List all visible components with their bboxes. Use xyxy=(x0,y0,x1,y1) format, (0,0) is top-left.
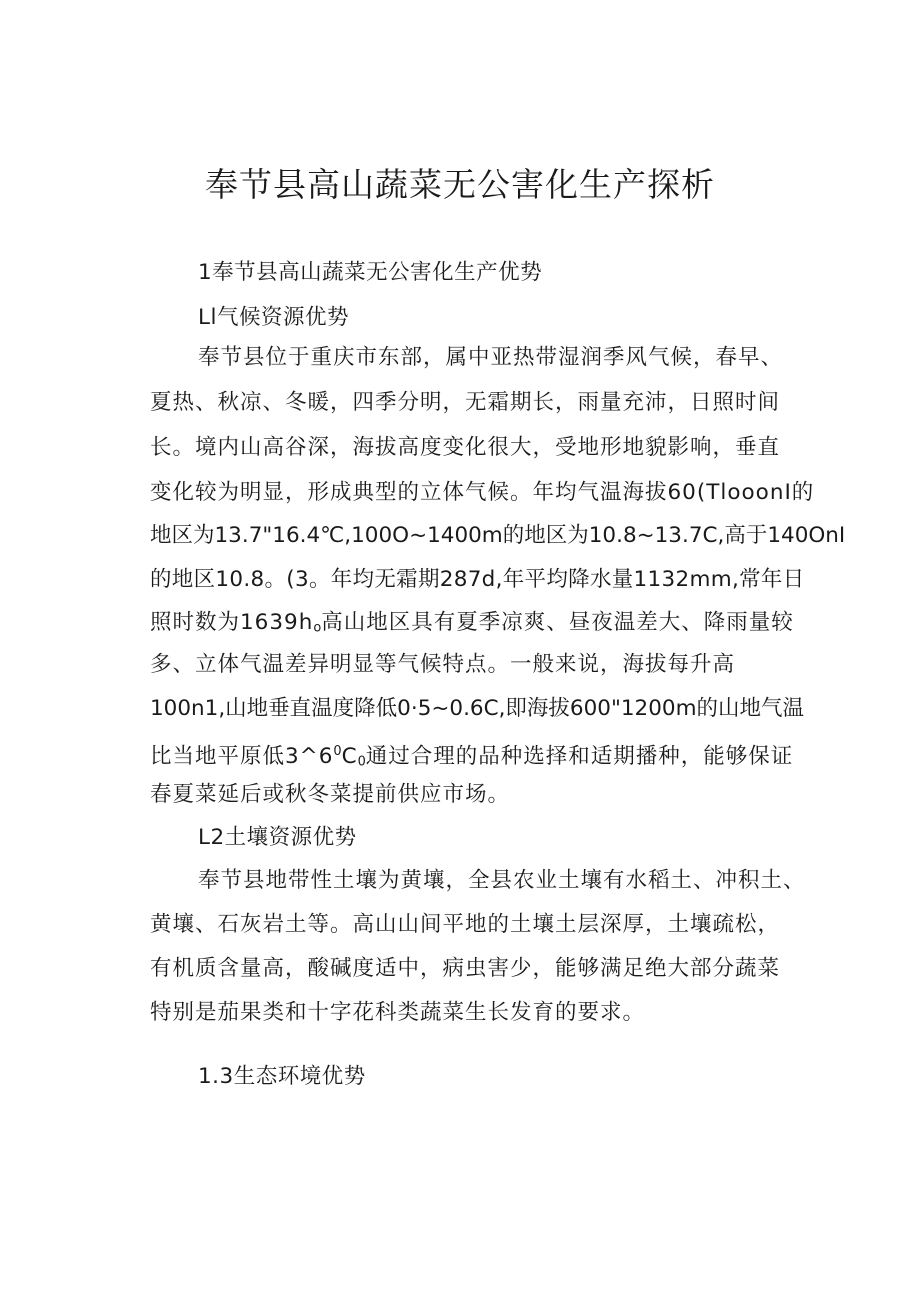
paragraph-line: 夏热、秋凉、冬暖，四季分明，无霜期长，雨量充沛，日照时间 xyxy=(150,390,781,415)
text-run: 比当地平原低3^6 xyxy=(150,744,334,770)
section-1-1-heading: Ll气候资源优势 xyxy=(198,305,349,330)
paragraph-line xyxy=(150,737,793,778)
section-1-2-heading: L2土壤资源优势 xyxy=(198,825,357,850)
text-run: 高山地区具有夏季凉爽、昼夜温差大、降雨量较 xyxy=(321,610,794,635)
paragraph-line: 100n1,山地垂直温度降低0·5~0.6C,即海拔600"1200m的山地气温 xyxy=(150,696,805,721)
text-run: 照时数为1639h xyxy=(150,610,314,635)
document-title: 奉节县高山蔬菜无公害化生产探析 xyxy=(205,165,715,204)
paragraph-line xyxy=(150,608,794,644)
paragraph-line: 地区为13.7"16.4℃,100O~1400m的地区为10.8~13.7C,高于140OnI xyxy=(150,523,846,548)
paragraph-line: 春夏菜延后或秋冬菜提前供应市场。 xyxy=(150,782,511,807)
subscript: 0 xyxy=(357,754,366,770)
paragraph-line: 多、立体气温差异明显等气候特点。一般来说，海拔每升高 xyxy=(150,652,736,677)
paragraph-line: 奉节县位于重庆市东部，属中亚热带湿润季风气候，春早、 xyxy=(198,345,784,370)
paragraph-line: 的地区10.8。(3。年均无霜期287d,年平均降水量1132mm,常年日 xyxy=(150,567,805,592)
paragraph-line: 特别是茄果类和十字花科类蔬菜生长发育的要求。 xyxy=(150,1000,646,1025)
text-run: 通过合理的品种选择和适期播种，能够保证 xyxy=(365,744,794,770)
paragraph-line: 变化较为明显，形成典型的立体气候。年均气温海拔60(TlooonI的 xyxy=(150,480,815,505)
section-1-heading: 1奉节县高山蔬菜无公害化生产优势 xyxy=(198,260,543,285)
section-1-3-heading: 1.3生态环境优势 xyxy=(198,1064,366,1089)
paragraph-line: 有机质含量高，酸碱度适中，病虫害少，能够满足绝大部分蔬菜 xyxy=(150,956,781,981)
superscript: 0 xyxy=(333,744,342,759)
text-run: C xyxy=(341,744,358,770)
paragraph-line: 奉节县地带性土壤为黄壤，全县农业土壤有水稻土、冲积土、 xyxy=(198,868,806,893)
paragraph-line: 黄壤、石灰岩土等。高山山间平地的土壤土层深厚，土壤疏松， xyxy=(150,912,781,937)
subscript: o xyxy=(313,620,322,636)
paragraph-line: 长。境内山高谷深，海拔高度变化很大，受地形地貌影响，垂直 xyxy=(150,435,781,460)
